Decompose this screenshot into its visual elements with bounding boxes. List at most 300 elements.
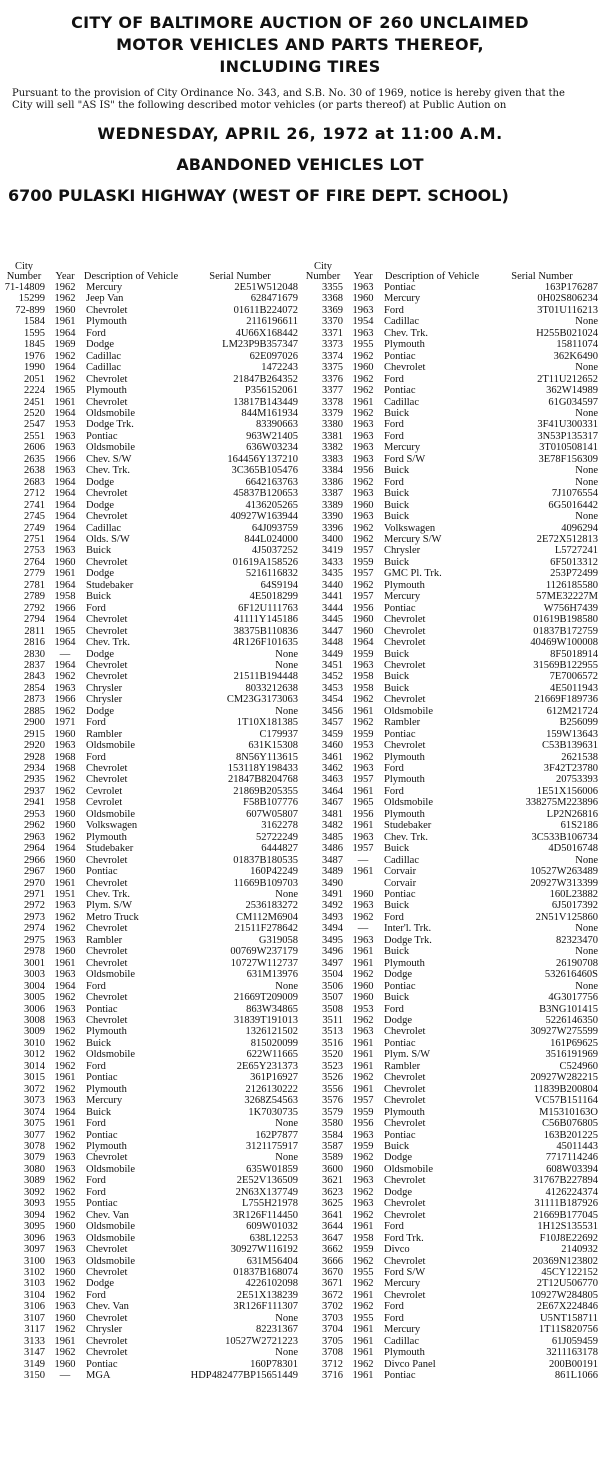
table-row bbox=[300, 843, 600, 854]
serial-number: 4G3017756 bbox=[548, 992, 598, 1004]
vehicle-description: GMC Pl. Trk. bbox=[384, 568, 442, 580]
vehicle-description: Ford bbox=[384, 430, 404, 442]
serial-number: 52722249 bbox=[256, 831, 298, 843]
city-number: 3508 bbox=[322, 1003, 343, 1015]
vehicle-description: Oldsmobile bbox=[86, 442, 135, 454]
serial-number: 7E7006572 bbox=[549, 671, 598, 683]
serial-number: 8N56Y113615 bbox=[235, 751, 298, 763]
table-row bbox=[300, 1256, 600, 1267]
serial-number: 61S2186 bbox=[560, 820, 598, 832]
vehicle-description: Buick bbox=[86, 1037, 112, 1049]
year: 1961 bbox=[352, 866, 374, 878]
table-row bbox=[0, 878, 300, 889]
year: 1955 bbox=[54, 1198, 76, 1210]
vehicle-description: Buick bbox=[86, 591, 112, 603]
year: 1958 bbox=[352, 682, 374, 694]
table-row bbox=[0, 1210, 300, 1221]
table-row bbox=[0, 706, 300, 717]
table-row bbox=[0, 385, 300, 396]
table-row bbox=[300, 545, 600, 556]
vehicle-description: Ford bbox=[384, 1312, 404, 1324]
city-number: 3370 bbox=[322, 316, 343, 328]
table-row bbox=[300, 362, 600, 373]
table-row bbox=[300, 774, 600, 785]
auction-date: WEDNESDAY, APRIL 26, 1972 at 11:00 A.M. bbox=[97, 124, 503, 143]
serial-number: W756H7439 bbox=[543, 602, 598, 614]
vehicle-description: Chevrolet bbox=[384, 1175, 426, 1187]
year: 1962 bbox=[352, 1358, 374, 1370]
year: 1961 bbox=[352, 1060, 374, 1072]
header-year: Year bbox=[55, 271, 75, 282]
year: 1963 bbox=[54, 545, 76, 557]
vehicle-description: Plymouth bbox=[86, 831, 127, 843]
serial-number: None bbox=[275, 705, 298, 717]
table-row bbox=[0, 557, 300, 568]
year: 1960 bbox=[54, 1358, 76, 1370]
year: 1962 bbox=[54, 1324, 76, 1336]
serial-number: 609W01032 bbox=[246, 1221, 298, 1233]
city-number: 3097 bbox=[24, 1244, 45, 1256]
serial-number: 4E5018299 bbox=[249, 591, 298, 603]
city-number: 71-14809 bbox=[4, 282, 45, 293]
city-number: 2966 bbox=[24, 854, 45, 866]
serial-number: 163B201225 bbox=[543, 1129, 598, 1141]
year: 1963 bbox=[54, 740, 76, 752]
year: 1962 bbox=[54, 282, 76, 293]
year: 1962 bbox=[352, 1186, 374, 1198]
table-row bbox=[0, 1061, 300, 1072]
year: 1961 bbox=[352, 1370, 374, 1382]
table-row bbox=[0, 763, 300, 774]
vehicle-description: Chev. Trk. bbox=[86, 637, 130, 649]
vehicle-description: Ford bbox=[384, 419, 404, 431]
vehicle-description: Oldsmobile bbox=[86, 969, 135, 981]
year: 1962 bbox=[54, 671, 76, 683]
table-row bbox=[300, 1004, 600, 1015]
vehicle-description: Plymouth bbox=[86, 1083, 127, 1095]
table-row bbox=[300, 305, 600, 316]
city-number: 3490 bbox=[322, 877, 343, 889]
table-row bbox=[300, 660, 600, 671]
table-row bbox=[300, 1095, 600, 1106]
year: 1963 bbox=[54, 1095, 76, 1107]
table-row bbox=[300, 671, 600, 682]
table-row bbox=[0, 591, 300, 602]
serial-number: 2T12U506770 bbox=[536, 1278, 598, 1290]
listing-column-left bbox=[0, 262, 300, 1382]
vehicle-description: Chevrolet bbox=[86, 763, 128, 775]
city-number: 3003 bbox=[24, 969, 45, 981]
table-row bbox=[300, 786, 600, 797]
year: 1959 bbox=[352, 1140, 374, 1152]
serial-number: 40927W163944 bbox=[230, 511, 298, 523]
table-row bbox=[0, 820, 300, 831]
city-number: 3077 bbox=[24, 1129, 45, 1141]
title-line-2: MOTOR VEHICLES AND PARTS THEREOF, bbox=[116, 35, 484, 54]
vehicle-description: Buick bbox=[384, 1140, 410, 1152]
year: 1964 bbox=[54, 522, 76, 534]
year: 1960 bbox=[54, 820, 76, 832]
table-row bbox=[0, 328, 300, 339]
city-number: 3382 bbox=[322, 442, 343, 454]
vehicle-description: Chevrolet bbox=[86, 304, 128, 316]
year: 1957 bbox=[352, 568, 374, 580]
city-number: 3005 bbox=[24, 992, 45, 1004]
vehicle-description: Oldsmobile bbox=[86, 808, 135, 820]
vehicle-description: Ford bbox=[86, 1060, 106, 1072]
table-row bbox=[300, 419, 600, 430]
city-number: 3433 bbox=[322, 556, 343, 568]
table-row bbox=[0, 568, 300, 579]
city-number: 3704 bbox=[322, 1324, 343, 1336]
vehicle-description: Chevrolet bbox=[86, 625, 128, 637]
vehicle-description: Cadillac bbox=[384, 316, 419, 328]
city-number: 3489 bbox=[322, 866, 343, 878]
city-number: 2764 bbox=[24, 556, 45, 568]
year: 1962 bbox=[352, 911, 374, 923]
header-serial: Serial Number bbox=[511, 271, 573, 282]
city-number: 2792 bbox=[24, 602, 45, 614]
vehicle-description: Corvair bbox=[384, 866, 417, 878]
header-city-number: City Number bbox=[305, 261, 341, 282]
city-number: 2830 bbox=[24, 648, 45, 660]
vehicle-description: Plymouth bbox=[384, 957, 425, 969]
city-number: 1595 bbox=[24, 327, 45, 339]
city-number: 3464 bbox=[322, 785, 343, 797]
vehicle-description: Cadillac bbox=[384, 854, 419, 866]
year: 1956 bbox=[352, 465, 374, 477]
city-number: 3078 bbox=[24, 1140, 45, 1152]
table-row bbox=[0, 1187, 300, 1198]
year: 1968 bbox=[54, 751, 76, 763]
serial-number: 2126130222 bbox=[245, 1083, 298, 1095]
serial-number: 1K7030735 bbox=[248, 1106, 298, 1118]
vehicle-description: Pontiac bbox=[384, 602, 416, 614]
table-row bbox=[0, 316, 300, 327]
table-row bbox=[0, 1152, 300, 1163]
year: 1964 bbox=[54, 362, 76, 374]
table-row bbox=[0, 351, 300, 362]
serial-number: 362W14989 bbox=[546, 385, 598, 397]
city-number: 2934 bbox=[24, 763, 45, 775]
serial-number: 31839T191013 bbox=[233, 1015, 298, 1026]
year: 1963 bbox=[352, 1175, 374, 1187]
table-row bbox=[0, 752, 300, 763]
serial-number: 3C365B105476 bbox=[231, 465, 298, 477]
vehicle-description: Dodge bbox=[86, 476, 114, 488]
city-number: 3371 bbox=[322, 327, 343, 339]
vehicle-description: Ford S/W bbox=[384, 453, 426, 465]
serial-number: None bbox=[575, 511, 598, 523]
table-row bbox=[0, 614, 300, 625]
year: 1960 bbox=[54, 808, 76, 820]
vehicle-description: Ford bbox=[86, 980, 106, 992]
table-row bbox=[0, 293, 300, 304]
serial-number: 21847B264352 bbox=[233, 373, 298, 385]
table-row bbox=[300, 1175, 600, 1186]
year: 1964 bbox=[54, 579, 76, 591]
vehicle-description: Oldsmobile bbox=[384, 1163, 433, 1175]
serial-number: 861L1066 bbox=[554, 1370, 598, 1382]
vehicle-description: Ford bbox=[86, 327, 106, 339]
year: 1961 bbox=[54, 316, 76, 328]
vehicle-description: Ford bbox=[86, 1186, 106, 1198]
serial-number: 635W01859 bbox=[246, 1163, 298, 1175]
year: 1971 bbox=[54, 717, 76, 729]
serial-number: 20369N123802 bbox=[532, 1255, 598, 1267]
vehicle-table-right bbox=[300, 262, 600, 1382]
city-number: 3006 bbox=[24, 1003, 45, 1015]
year: 1962 bbox=[54, 992, 76, 1004]
year: 1963 bbox=[352, 304, 374, 316]
city-number: 3506 bbox=[322, 980, 343, 992]
year: 1962 bbox=[352, 717, 374, 729]
table-row bbox=[300, 465, 600, 476]
table-row bbox=[300, 752, 600, 763]
table-row bbox=[300, 488, 600, 499]
year: 1957 bbox=[352, 1095, 374, 1107]
year: 1962 bbox=[54, 1083, 76, 1095]
year: 1962 bbox=[352, 1255, 374, 1267]
vehicle-description: Chevrolet bbox=[384, 740, 426, 752]
serial-number: C56B076805 bbox=[541, 1118, 598, 1130]
year: 1962 bbox=[54, 1186, 76, 1198]
table-row bbox=[0, 866, 300, 877]
table-row bbox=[0, 683, 300, 694]
vehicle-description: Mercury bbox=[384, 442, 421, 454]
vehicle-description: Oldsmobile bbox=[86, 1221, 135, 1233]
year: 1961 bbox=[54, 1335, 76, 1347]
city-number: 3576 bbox=[322, 1095, 343, 1107]
year: 1960 bbox=[54, 946, 76, 958]
year: 1961 bbox=[352, 785, 374, 797]
city-number: 3556 bbox=[322, 1083, 343, 1095]
table-row bbox=[300, 511, 600, 522]
table-row bbox=[300, 1359, 600, 1370]
vehicle-description: Oldsmobile bbox=[86, 407, 135, 419]
serial-number: 82231367 bbox=[256, 1324, 298, 1336]
table-row bbox=[300, 1313, 600, 1324]
vehicle-description: Dodge bbox=[384, 1015, 412, 1026]
serial-number: 10927W284805 bbox=[530, 1289, 598, 1301]
table-row bbox=[300, 694, 600, 705]
city-number: 3384 bbox=[322, 465, 343, 477]
city-number: 3671 bbox=[322, 1278, 343, 1290]
city-number: 3103 bbox=[24, 1278, 45, 1290]
table-row bbox=[0, 1130, 300, 1141]
city-number: 3381 bbox=[322, 430, 343, 442]
vehicle-description: Chevrolet bbox=[86, 488, 128, 500]
table-row bbox=[300, 878, 600, 889]
city-number: 2816 bbox=[24, 637, 45, 649]
table-row bbox=[300, 1072, 600, 1083]
year: 1962 bbox=[352, 373, 374, 385]
city-number: 2051 bbox=[24, 373, 45, 385]
year: 1958 bbox=[54, 797, 76, 809]
table-row bbox=[300, 1244, 600, 1255]
city-number: 2520 bbox=[24, 407, 45, 419]
year: 1961 bbox=[54, 957, 76, 969]
serial-number: G319058 bbox=[258, 934, 298, 946]
serial-number: 2E65Y231373 bbox=[236, 1060, 298, 1072]
serial-number: 20927W282215 bbox=[530, 1072, 598, 1084]
vehicle-description: Mercury S/W bbox=[384, 533, 442, 545]
city-number: 3092 bbox=[24, 1186, 45, 1198]
city-number: 2811 bbox=[24, 625, 45, 637]
serial-number: 1T11S820756 bbox=[538, 1324, 598, 1336]
city-number: 3386 bbox=[322, 476, 343, 488]
serial-number: 608W03394 bbox=[546, 1163, 598, 1175]
year: 1962 bbox=[54, 373, 76, 385]
vehicle-description: Dodge bbox=[86, 1278, 114, 1290]
serial-number: 631K15308 bbox=[248, 740, 298, 752]
serial-number: 4D5016748 bbox=[548, 843, 598, 855]
serial-number: 636W03234 bbox=[246, 442, 298, 454]
serial-number: 863W34865 bbox=[246, 1003, 298, 1015]
year: 1955 bbox=[352, 339, 374, 351]
city-number: 3374 bbox=[322, 350, 343, 362]
vehicle-description: Chevrolet bbox=[86, 396, 128, 408]
year: 1960 bbox=[352, 980, 374, 992]
city-number: 3456 bbox=[322, 705, 343, 717]
year: 1961 bbox=[352, 1347, 374, 1359]
city-number: 3376 bbox=[322, 373, 343, 385]
vehicle-description: Chevrolet bbox=[384, 362, 426, 374]
serial-number: 4J5037252 bbox=[251, 545, 298, 557]
vehicle-description: Metro Truck bbox=[86, 911, 139, 923]
serial-number: 1326121502 bbox=[245, 1026, 298, 1038]
vehicle-description: Plymouth bbox=[86, 1140, 127, 1152]
year: 1963 bbox=[352, 934, 374, 946]
table-row bbox=[0, 1313, 300, 1324]
serial-number: 2E52V136509 bbox=[236, 1175, 298, 1187]
vehicle-description: Mercury bbox=[384, 293, 421, 305]
city-number: 2749 bbox=[24, 522, 45, 534]
city-number: 3457 bbox=[322, 717, 343, 729]
serial-number: 3R126F114450 bbox=[233, 1209, 298, 1221]
vehicle-description: Chevrolet bbox=[86, 1335, 128, 1347]
city-number: 2789 bbox=[24, 591, 45, 603]
vehicle-description: Chevrolet bbox=[384, 1198, 426, 1210]
city-number: 3589 bbox=[322, 1152, 343, 1164]
year: 1964 bbox=[54, 659, 76, 671]
year: 1951 bbox=[54, 889, 76, 901]
vehicle-description: Ford bbox=[86, 751, 106, 763]
city-number: 2973 bbox=[24, 911, 45, 923]
table-row bbox=[0, 797, 300, 808]
city-number: 3504 bbox=[322, 969, 343, 981]
vehicle-description: Jeep Van bbox=[86, 293, 124, 305]
year: 1953 bbox=[352, 1003, 374, 1015]
vehicle-description: Oldsmobile bbox=[86, 1163, 135, 1175]
city-number: 3074 bbox=[24, 1106, 45, 1118]
city-number: 2451 bbox=[24, 396, 45, 408]
city-number: 2970 bbox=[24, 877, 45, 889]
vehicle-description: Chrysler bbox=[86, 694, 123, 706]
year: 1962 bbox=[352, 694, 374, 706]
serial-number: 20753393 bbox=[556, 774, 598, 786]
vehicle-description: Pontiac bbox=[384, 1037, 416, 1049]
city-number: 2928 bbox=[24, 751, 45, 763]
vehicle-description: Dodge bbox=[86, 648, 114, 660]
city-number: 2964 bbox=[24, 843, 45, 855]
city-number: 3460 bbox=[322, 740, 343, 752]
city-number: 3015 bbox=[24, 1072, 45, 1084]
city-number: 3702 bbox=[322, 1301, 343, 1313]
city-number: 3373 bbox=[322, 339, 343, 351]
vehicle-description: Rambler bbox=[384, 1060, 421, 1072]
serial-number: 57ME32227M bbox=[536, 591, 598, 603]
year: 1963 bbox=[352, 1129, 374, 1141]
serial-number: 3E78F156309 bbox=[538, 453, 598, 465]
serial-number: 01837B168074 bbox=[233, 1266, 298, 1278]
table-row bbox=[300, 328, 600, 339]
year: 1964 bbox=[54, 637, 76, 649]
serial-number: 01619A158526 bbox=[232, 556, 298, 568]
table-row bbox=[0, 946, 300, 957]
serial-number: 622W11665 bbox=[246, 1049, 298, 1061]
vehicle-description: Chevrolet bbox=[86, 774, 128, 786]
year: 1964 bbox=[54, 488, 76, 500]
table-row bbox=[0, 1175, 300, 1186]
vehicle-description: Dodge Trk. bbox=[384, 934, 432, 946]
title-line-3: INCLUDING TIRES bbox=[219, 57, 381, 76]
table-row bbox=[0, 1015, 300, 1026]
city-number: 3010 bbox=[24, 1037, 45, 1049]
table-row bbox=[0, 958, 300, 969]
serial-number: 38375B110836 bbox=[233, 625, 298, 637]
year: 1963 bbox=[54, 442, 76, 454]
table-row bbox=[300, 855, 600, 866]
vehicle-description: Plymouth bbox=[86, 385, 127, 397]
city-number: 3149 bbox=[24, 1358, 45, 1370]
table-row bbox=[0, 889, 300, 900]
table-row bbox=[300, 591, 600, 602]
vehicle-description: Ford bbox=[384, 911, 404, 923]
vehicle-description: Pontiac bbox=[384, 1370, 416, 1382]
city-number: 2854 bbox=[24, 682, 45, 694]
vehicle-description: Buick bbox=[384, 465, 410, 477]
vehicle-description: Buick bbox=[384, 992, 410, 1004]
city-number: 3389 bbox=[322, 499, 343, 511]
serial-number: 3162278 bbox=[261, 820, 298, 832]
table-row bbox=[300, 1370, 600, 1381]
year: 1963 bbox=[54, 430, 76, 442]
vehicle-description: Chev. Van bbox=[86, 1209, 129, 1221]
serial-number: 30927W116192 bbox=[230, 1244, 298, 1256]
city-number: 2978 bbox=[24, 946, 45, 958]
table-row bbox=[0, 660, 300, 671]
right-rows bbox=[300, 282, 600, 1382]
city-number: 3400 bbox=[322, 533, 343, 545]
table-row bbox=[0, 855, 300, 866]
vehicle-description: Ford Trk. bbox=[384, 1232, 424, 1244]
table-row bbox=[300, 923, 600, 934]
table-row bbox=[300, 1049, 600, 1060]
city-number: 3369 bbox=[322, 304, 343, 316]
vehicle-description: Chev. Trk. bbox=[384, 327, 428, 339]
serial-number: CM112M6904 bbox=[235, 911, 298, 923]
vehicle-description: Mercury bbox=[86, 282, 123, 293]
vehicle-description: Chevrolet bbox=[384, 614, 426, 626]
year: 1963 bbox=[54, 969, 76, 981]
city-number: 1845 bbox=[24, 339, 45, 351]
serial-number: 2E51X138239 bbox=[236, 1289, 298, 1301]
vehicle-description: Dodge Trk. bbox=[86, 419, 134, 431]
table-row bbox=[300, 889, 600, 900]
serial-number: None bbox=[275, 1312, 298, 1324]
vehicle-description: Pontiac bbox=[384, 1129, 416, 1141]
